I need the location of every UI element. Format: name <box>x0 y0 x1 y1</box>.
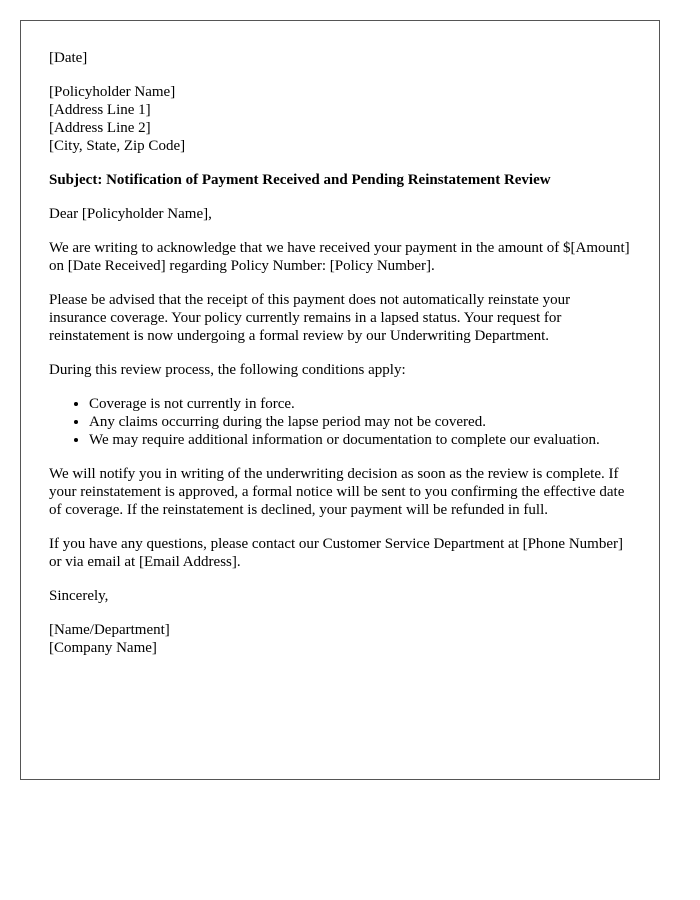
letter-closing: Sincerely, <box>49 588 109 604</box>
paragraph-payment-acknowledgement: We are writing to acknowledge that we have received your payment in the amount of $[Amount] on [Date Received] regarding Policy Number: [Policy Number]. <box>49 240 630 274</box>
recipient-city-state-zip: [City, State, Zip Code] <box>49 138 186 154</box>
letter-date: [Date] <box>49 50 88 66</box>
paragraph-contact-info: If you have any questions, please contact our Customer Service Department at [Phone Number] or via email at [Email Address]. <box>49 536 623 570</box>
letter-subject: Subject: Notification of Payment Received and Pending Reinstatement Review <box>49 172 551 188</box>
paragraph-review-conditions-intro: During this review process, the following conditions apply: <box>49 362 406 378</box>
recipient-address-block <box>49 83 631 155</box>
letter-page <box>20 20 660 780</box>
condition-item: • We may require additional information or documentation to complete our evaluation. <box>89 431 631 449</box>
recipient-name: [Policyholder Name] <box>49 84 176 100</box>
condition-item: • Any claims occurring during the lapse period may not be covered. <box>89 413 631 431</box>
recipient-address-line-1: [Address Line 1] <box>49 102 151 118</box>
letter-salutation: Dear [Policyholder Name], <box>49 206 212 222</box>
signature-company-name: [Company Name] <box>49 640 157 656</box>
condition-item: • Coverage is not currently in force. <box>89 395 631 413</box>
letter-date-block <box>49 49 631 67</box>
paragraph-reinstatement-status: Please be advised that the receipt of this payment does not automatically reinstate your insurance coverage. Your policy currently remains in a lapsed status. Your request for reinstatement is now undergoing a formal review by our Underwriting Department. <box>49 292 571 344</box>
signature-block <box>49 621 631 657</box>
recipient-address-line-2: [Address Line 2] <box>49 120 151 136</box>
signature-name-department: [Name/Department] <box>49 622 170 638</box>
conditions-list <box>49 395 631 449</box>
paragraph-underwriting-decision: We will notify you in writing of the underwriting decision as soon as the review is complete. If your reinstatement is approved, a formal notice will be sent to you confirming the effective date of coverage. If the reinstatement is declined, your payment will be refunded in full. <box>49 466 625 518</box>
